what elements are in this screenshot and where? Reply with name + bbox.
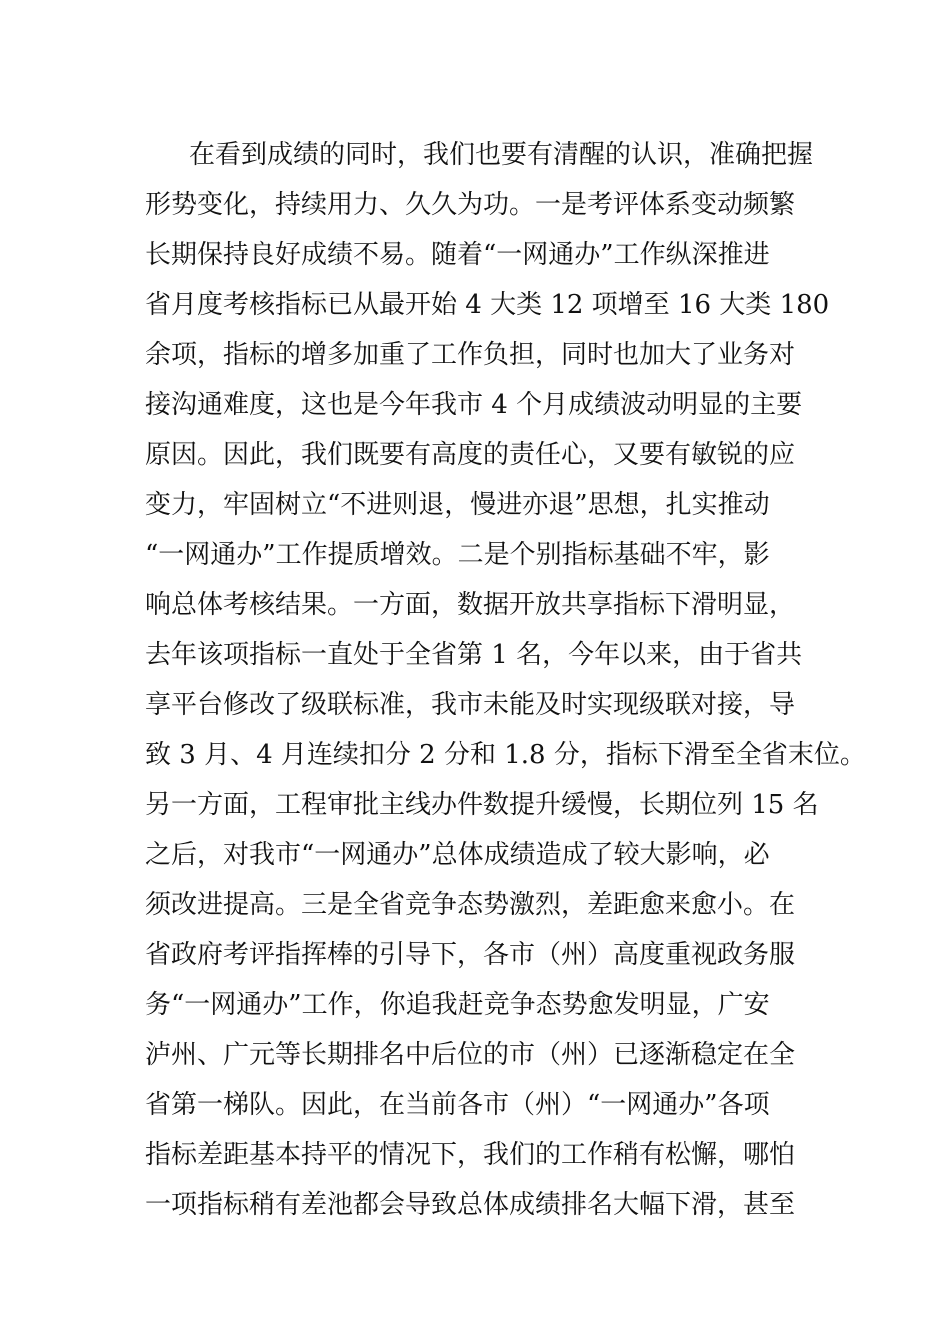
text-line-22: 一项指标稍有差池都会导致总体成绩排名大幅下滑，甚至	[145, 1190, 796, 1220]
text-line-1: 在看到成绩的同时，我们也要有清醒的认识，准确把握	[189, 140, 814, 170]
text-line-9: “一网通办”工作提质增效。二是个别指标基础不牢，影	[145, 540, 770, 570]
text-line-15: 之后，对我市“一网通办”总体成绩造成了较大影响，必	[145, 840, 770, 870]
text-line-2: 形势变化，持续用力、久久为功。一是考评体系变动频繁	[145, 190, 796, 220]
text-line-5: 余项，指标的增多加重了工作负担，同时也加大了业务对	[145, 340, 796, 370]
text-line-7: 原因。因此，我们既要有高度的责任心，又要有敏锐的应	[145, 440, 796, 470]
text-line-11: 去年该项指标一直处于全省第 1 名，今年以来，由于省共	[145, 640, 803, 670]
text-line-20: 省第一梯队。因此，在当前各市（州）“一网通办”各项	[145, 1090, 770, 1120]
text-line-13: 致 3 月、4 月连续扣分 2 分和 1.8 分，指标下滑至全省末位。	[145, 740, 866, 770]
body-paragraph	[145, 130, 866, 1230]
text-line-14: 另一方面，工程审批主线办件数提升缓慢，长期位列 15 名	[145, 790, 819, 820]
text-line-3: 长期保持良好成绩不易。随着“一网通办”工作纵深推进	[145, 240, 770, 270]
text-line-8: 变力，牢固树立“不进则退，慢进亦退”思想，扎实推动	[145, 490, 770, 520]
text-line-21: 指标差距基本持平的情况下，我们的工作稍有松懈，哪怕	[145, 1140, 796, 1170]
text-line-18: 务“一网通办”工作，你追我赶竞争态势愈发明显，广安	[145, 990, 770, 1020]
text-line-10: 响总体考核结果。一方面，数据开放共享指标下滑明显，	[145, 590, 796, 620]
text-line-19: 泸州、广元等长期排名中后位的市（州）已逐渐稳定在全	[145, 1040, 796, 1070]
text-line-17: 省政府考评指挥棒的引导下，各市（州）高度重视政务服	[145, 940, 796, 970]
text-line-12: 享平台修改了级联标准，我市未能及时实现级联对接，导	[145, 690, 796, 720]
text-line-16: 须改进提高。三是全省竞争态势激烈，差距愈来愈小。在	[145, 890, 796, 920]
text-line-4: 省月度考核指标已从最开始 4 大类 12 项增至 16 大类 180	[145, 290, 830, 320]
text-line-6: 接沟通难度，这也是今年我市 4 个月成绩波动明显的主要	[145, 390, 803, 420]
